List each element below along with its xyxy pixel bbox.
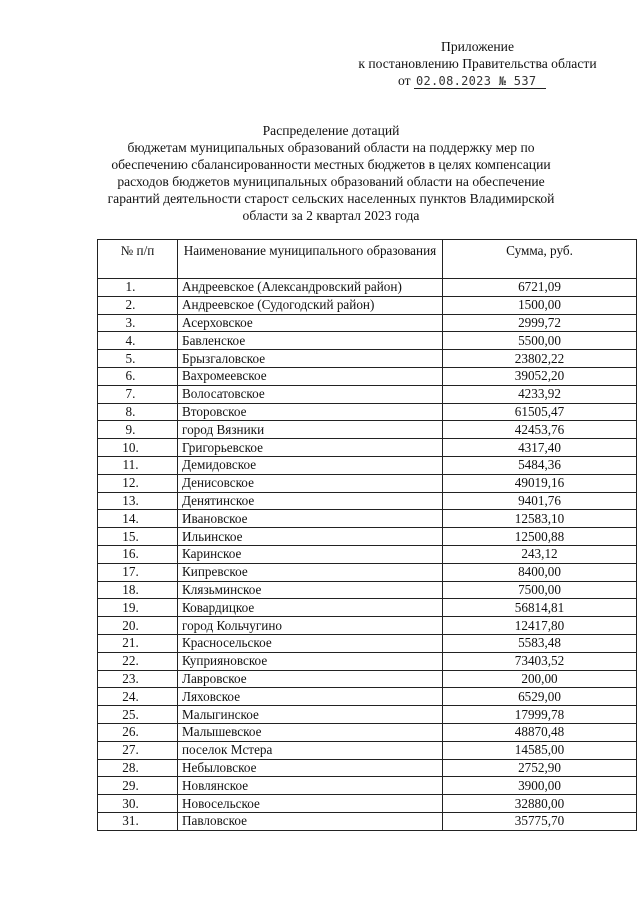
row-number: 16. (98, 545, 178, 563)
title-line-6: области за 2 квартал 2023 года (242, 208, 420, 223)
title-line-4: расходов бюджетов муниципальных образований области на обеспечение (117, 174, 545, 189)
row-amount: 56814,81 (443, 599, 637, 617)
table-row (98, 563, 637, 581)
row-municipality-name: Кипревское (178, 563, 443, 581)
row-municipality-name: город Кольчугино (178, 617, 443, 635)
row-municipality-name: Малышевское (178, 723, 443, 741)
row-number: 14. (98, 510, 178, 528)
row-municipality-name: Новлянское (178, 777, 443, 795)
row-municipality-name: Денятинское (178, 492, 443, 510)
row-municipality-name: Новосельское (178, 795, 443, 813)
table-row (98, 617, 637, 635)
row-municipality-name: Брызгаловское (178, 350, 443, 368)
row-amount: 35775,70 (443, 812, 637, 830)
row-amount: 61505,47 (443, 403, 637, 421)
row-amount: 1500,00 (443, 296, 637, 314)
table-row (98, 367, 637, 385)
table-row (98, 314, 637, 332)
row-amount: 12417,80 (443, 617, 637, 635)
row-number: 1. (98, 279, 178, 297)
row-municipality-name: Каринское (178, 545, 443, 563)
row-number: 3. (98, 314, 178, 332)
row-number: 10. (98, 439, 178, 457)
row-number: 22. (98, 652, 178, 670)
row-amount: 243,12 (443, 545, 637, 563)
row-municipality-name: Андреевское (Судогодский район) (178, 296, 443, 314)
row-municipality-name: Ильинское (178, 528, 443, 546)
row-amount: 42453,76 (443, 421, 637, 439)
row-municipality-name: Лавровское (178, 670, 443, 688)
row-number: 30. (98, 795, 178, 813)
row-number: 31. (98, 812, 178, 830)
row-number: 29. (98, 777, 178, 795)
subsidy-table (97, 239, 637, 831)
appendix-label: Приложение (441, 39, 514, 54)
row-municipality-name: Денисовское (178, 474, 443, 492)
row-municipality-name: Волосатовское (178, 385, 443, 403)
table-row (98, 332, 637, 350)
row-number: 2. (98, 296, 178, 314)
row-amount: 12500,88 (443, 528, 637, 546)
row-municipality-name: Второвское (178, 403, 443, 421)
table-row (98, 385, 637, 403)
title-line-3: обеспечению сбалансированности местных бюджетов в целях компенсации (111, 157, 551, 172)
table-row (98, 279, 637, 297)
row-amount: 5583,48 (443, 634, 637, 652)
title-line-5: гарантий деятельности старост сельских населенных пунктов Владимирской (107, 191, 555, 206)
row-number: 21. (98, 634, 178, 652)
row-number: 23. (98, 670, 178, 688)
row-municipality-name: Клязьминское (178, 581, 443, 599)
table-row (98, 812, 637, 830)
resolution-date-number: 02.08.2023 № 537 (414, 74, 546, 89)
table-row (98, 456, 637, 474)
row-number: 13. (98, 492, 178, 510)
row-amount: 17999,78 (443, 706, 637, 724)
row-municipality-name: Куприяновское (178, 652, 443, 670)
table-row (98, 350, 637, 368)
row-municipality-name: Демидовское (178, 456, 443, 474)
row-municipality-name: Вахромеевское (178, 367, 443, 385)
row-number: 12. (98, 474, 178, 492)
row-municipality-name: Ивановское (178, 510, 443, 528)
table-row (98, 421, 637, 439)
table-row (98, 795, 637, 813)
table-row (98, 688, 637, 706)
row-amount: 4317,40 (443, 439, 637, 457)
row-amount: 23802,22 (443, 350, 637, 368)
table-row (98, 403, 637, 421)
table-body (98, 279, 637, 831)
row-amount: 48870,48 (443, 723, 637, 741)
table-row (98, 528, 637, 546)
header-number: № п/п (98, 240, 178, 279)
row-amount: 2999,72 (443, 314, 637, 332)
row-amount: 5500,00 (443, 332, 637, 350)
table-row (98, 706, 637, 724)
row-amount: 9401,76 (443, 492, 637, 510)
date-prefix: от (398, 73, 411, 88)
row-amount: 2752,90 (443, 759, 637, 777)
table-row (98, 777, 637, 795)
header-municipality-name: Наименование муниципального образования (178, 240, 443, 279)
row-amount: 14585,00 (443, 741, 637, 759)
row-amount: 32880,00 (443, 795, 637, 813)
table-row (98, 510, 637, 528)
row-amount: 5484,36 (443, 456, 637, 474)
row-amount: 200,00 (443, 670, 637, 688)
header-amount: Сумма, руб. (443, 240, 637, 279)
row-municipality-name: Ляховское (178, 688, 443, 706)
row-number: 25. (98, 706, 178, 724)
row-number: 28. (98, 759, 178, 777)
row-amount: 3900,00 (443, 777, 637, 795)
row-amount: 4233,92 (443, 385, 637, 403)
row-amount: 73403,52 (443, 652, 637, 670)
table-row (98, 474, 637, 492)
row-number: 27. (98, 741, 178, 759)
row-amount: 39052,20 (443, 367, 637, 385)
row-municipality-name: Асерховское (178, 314, 443, 332)
row-number: 9. (98, 421, 178, 439)
row-number: 20. (98, 617, 178, 635)
row-number: 17. (98, 563, 178, 581)
table-row (98, 599, 637, 617)
row-municipality-name: Григорьевское (178, 439, 443, 457)
row-municipality-name: город Вязники (178, 421, 443, 439)
appendix-header (340, 38, 615, 90)
row-municipality-name: Павловское (178, 812, 443, 830)
table-row (98, 581, 637, 599)
row-municipality-name: Ковардицкое (178, 599, 443, 617)
row-amount: 8400,00 (443, 563, 637, 581)
table-row (98, 545, 637, 563)
table-row (98, 723, 637, 741)
table-row (98, 634, 637, 652)
row-municipality-name: Андреевское (Александровский район) (178, 279, 443, 297)
row-number: 26. (98, 723, 178, 741)
table-row (98, 652, 637, 670)
table-row (98, 296, 637, 314)
row-number: 11. (98, 456, 178, 474)
row-number: 8. (98, 403, 178, 421)
row-municipality-name: Малыгинское (178, 706, 443, 724)
row-amount: 6529,00 (443, 688, 637, 706)
row-number: 5. (98, 350, 178, 368)
row-number: 7. (98, 385, 178, 403)
row-amount: 49019,16 (443, 474, 637, 492)
resolution-date-line (340, 72, 615, 90)
row-amount: 6721,09 (443, 279, 637, 297)
row-number: 24. (98, 688, 178, 706)
row-number: 15. (98, 528, 178, 546)
table-row (98, 439, 637, 457)
row-municipality-name: Небыловское (178, 759, 443, 777)
row-amount: 7500,00 (443, 581, 637, 599)
table-header-row (98, 240, 637, 279)
title-line-2: бюджетам муниципальных образований области на поддержку мер по (127, 140, 535, 155)
row-municipality-name: Красносельское (178, 634, 443, 652)
table-row (98, 492, 637, 510)
row-number: 4. (98, 332, 178, 350)
document-title (96, 122, 566, 224)
title-line-1: Распределение дотаций (262, 123, 400, 138)
row-amount: 12583,10 (443, 510, 637, 528)
row-number: 18. (98, 581, 178, 599)
row-number: 19. (98, 599, 178, 617)
table-row (98, 741, 637, 759)
row-municipality-name: Бавленское (178, 332, 443, 350)
resolution-reference: к постановлению Правительства области (358, 56, 597, 71)
row-municipality-name: поселок Мстера (178, 741, 443, 759)
table-row (98, 759, 637, 777)
table-row (98, 670, 637, 688)
row-number: 6. (98, 367, 178, 385)
